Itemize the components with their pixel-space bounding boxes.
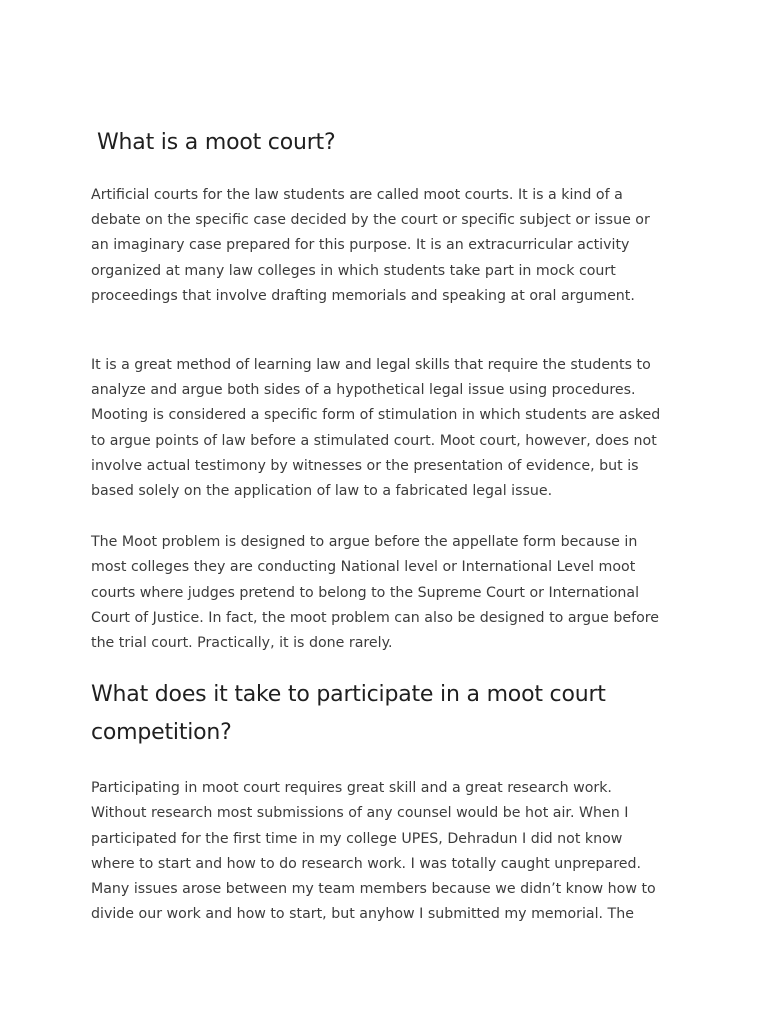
spacer (91, 309, 691, 353)
paragraph-line: Artificial courts for the law students are called moot courts. It is a kind of a (91, 187, 623, 203)
paragraph-line: participated for the first time in my college UPES, Dehradun I did not know (91, 830, 623, 847)
paragraph-line: based solely on the application of law to a fabricated legal issue. (91, 483, 553, 500)
paragraph-1 (91, 183, 691, 309)
paragraph-4 (91, 776, 691, 927)
heading-line: What does it take to participate in a moot court (91, 682, 606, 708)
paragraph-line: to argue points of law before a stimulated court. Moot court, however, does not (91, 432, 657, 449)
heading-what-is-moot-court: What is a moot court? (97, 130, 336, 155)
paragraph-3 (91, 530, 691, 656)
spacer (91, 504, 691, 530)
paragraph-line: where to start and how to do research work. I was totally caught unprepared. (91, 855, 642, 872)
spacer (91, 656, 691, 676)
paragraph-line: It is a great method of learning law and legal skills that require the students to (91, 357, 651, 374)
paragraph-line: divide our work and how to start, but anyhow I submitted my memorial. The (91, 906, 634, 923)
heading-what-does-it-take (91, 676, 691, 752)
paragraph-line: Mooting is considered a specific form of stimulation in which students are asked (91, 407, 661, 424)
paragraph-line: organized at many law colleges in which students take part in mock court (91, 262, 616, 279)
paragraph-line: Without research most submissions of any counsel would be hot air. When I (91, 805, 629, 822)
paragraph-2 (91, 353, 691, 504)
paragraph-line: courts where judges pretend to belong to the Supreme Court or International (91, 584, 640, 601)
paragraph-line: debate on the specific case decided by the court or specific subject or issue or (91, 212, 650, 229)
heading-line: competition? (91, 720, 232, 746)
paragraph-line: most colleges they are conducting National level or International Level moot (91, 559, 636, 576)
paragraph-line: the trial court. Practically, it is done rarely. (91, 635, 393, 652)
document-page (91, 127, 691, 927)
paragraph-line: proceedings that involve drafting memorials and speaking at oral argument. (91, 287, 635, 304)
paragraph-line: The Moot problem is designed to argue before the appellate form because in (91, 534, 638, 551)
paragraph-line: Participating in moot court requires great skill and a great research work. (91, 780, 612, 797)
paragraph-line: Many issues arose between my team members because we didn’t know how to (91, 881, 656, 898)
paragraph-line: analyze and argue both sides of a hypothetical legal issue using procedures. (91, 382, 636, 399)
paragraph-line: Court of Justice. In fact, the moot problem can also be designed to argue before (91, 609, 659, 626)
paragraph-line: involve actual testimony by witnesses or the presentation of evidence, but is (91, 457, 639, 474)
paragraph-line: an imaginary case prepared for this purpose. It is an extracurricular activity (91, 237, 630, 254)
